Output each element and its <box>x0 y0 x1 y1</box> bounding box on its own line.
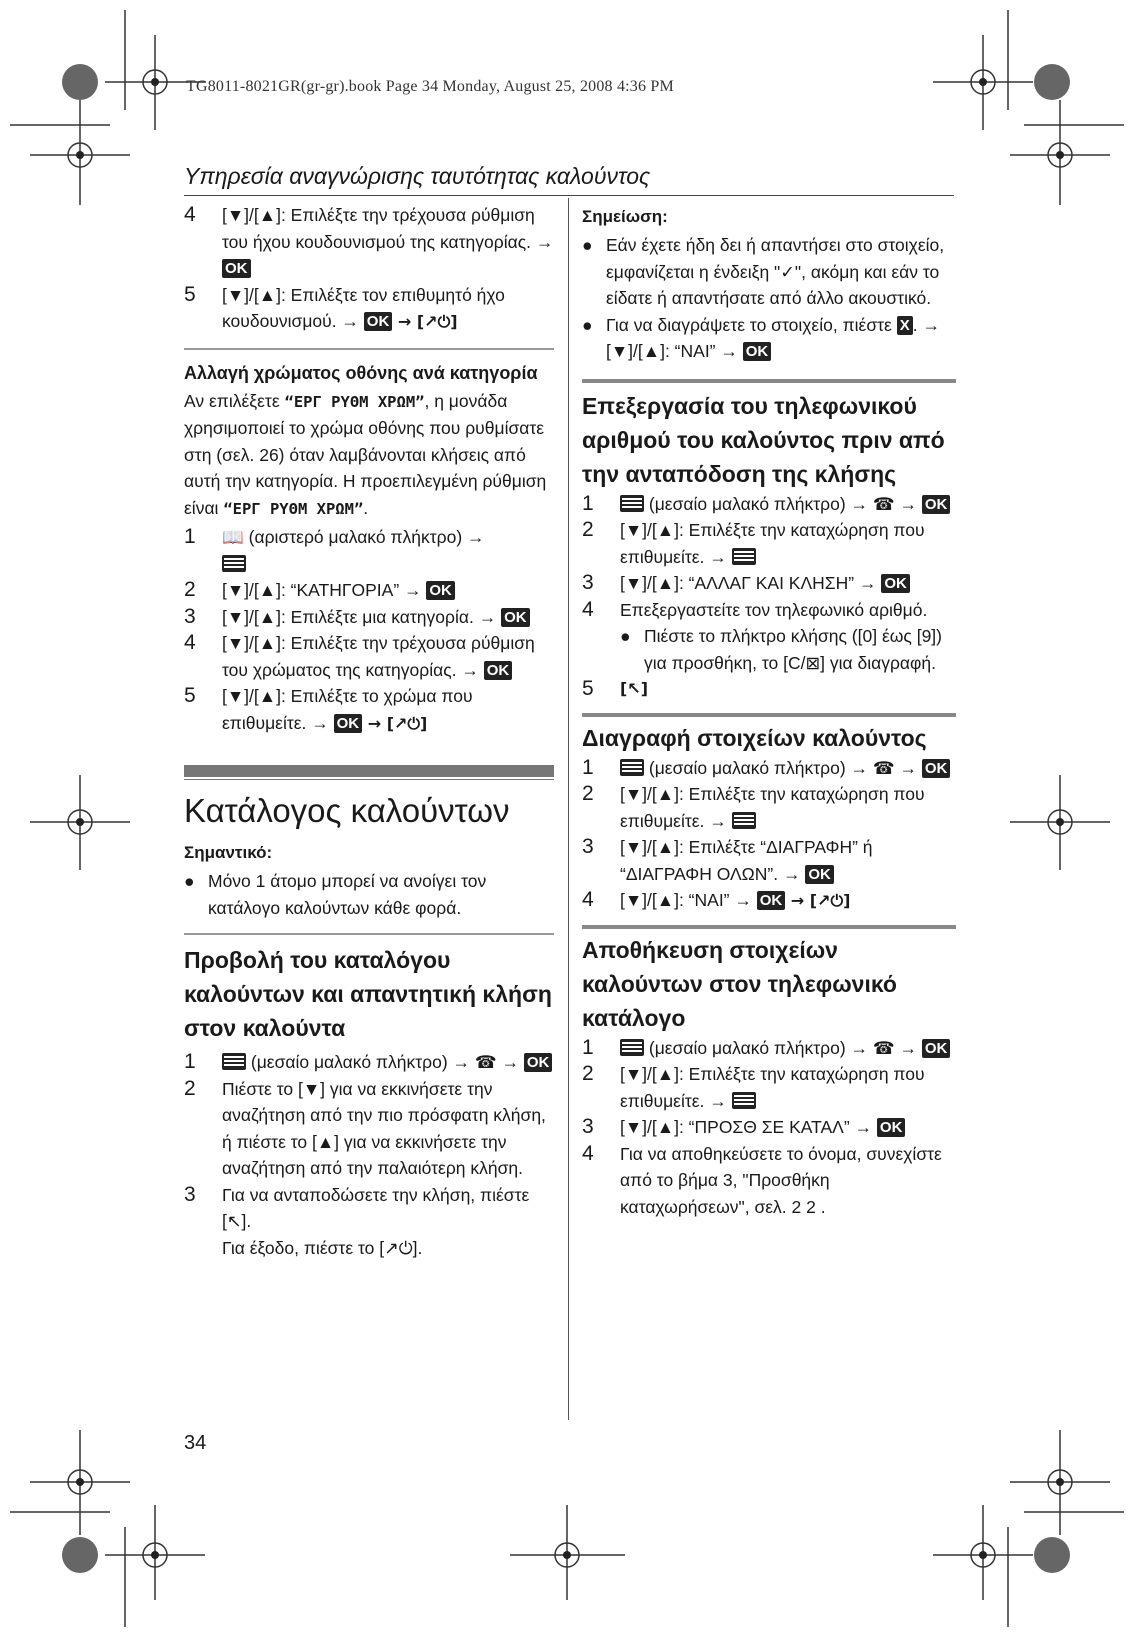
important-bullet: ● Μόνο 1 άτομο μπορεί να ανοίγει τον κατάλογο καλούντων κάθε φορά. <box>184 871 487 918</box>
menu-key-icon <box>222 555 246 572</box>
delete-heading: Διαγραφή στοιχείων καλούντος <box>582 724 927 751</box>
section-bar <box>184 765 554 777</box>
menu-key-icon <box>620 1039 644 1056</box>
section-title-rule <box>184 195 954 196</box>
left-column <box>184 202 554 1261</box>
menu-key-icon <box>732 1092 756 1109</box>
menu-key-icon <box>732 812 756 829</box>
delete-key-icon: X <box>897 316 913 335</box>
menu-key-icon <box>732 548 756 565</box>
caller-list-title: Κατάλογος καλούντων <box>184 792 510 829</box>
save-steps: 1 (μεσαίο μαλακό πλήκτρο) → ☎ → OK 2 [▼]/[▲]: Επιλέξτε την καταχώρηση που επιθυμείτε. → 3 [▼]/[▲]: “ΠΡΟΣΘ ΣΕ ΚΑΤΑΛ” → OK 4 Για να αποθηκεύσετε το όνομα, συνεχίστε από το βήμα 3, "Προσθήκη καταχωρήσεων", σελ. 2 2 . <box>582 1035 956 1221</box>
top-steps <box>184 202 554 336</box>
list-item: 5 [▼]/[▲]: Επιλέξτε τον επιθυμητό ήχο κουδουνισμού. → OK → [↗⏻] <box>184 282 505 331</box>
menu-key-icon <box>222 1053 246 1070</box>
menu-key-icon <box>620 759 644 776</box>
ok-button-icon: OK <box>222 259 251 278</box>
page-number: 34 <box>184 1432 207 1454</box>
color-paragraph: Αν επιλέξετε “ΕΡΓ ΡΥΘΜ ΧΡΩΜ”, η μονάδα χρησιμοποιεί το χρώμα οθόνης που ρυθμίσατε στη (σελ. 26) όταν λαμβάνονται κλήσεις από αυτή την κατηγορία. Η προεπιλεγμένη ρύθμιση είναι “ΕΡΓ ΡΥΘΜ ΧΡΩΜ”. <box>184 390 547 518</box>
important-label: Σημαντικό: <box>184 843 273 862</box>
save-heading: Αποθήκευση στοιχείων καλούντων στον τηλεφωνικό κατάλογο <box>582 936 897 1031</box>
note-bullet: ● Για να διαγράψετε το στοιχείο, πιέστε X . → [▼]/[▲]: “ΝΑΙ” → OK <box>582 314 940 361</box>
edit-sub-bullet: ● Πιέστε το πλήκτρο κλήσης ([0] έως [9]) για προσθήκη, το [C/⊠] για διαγραφή. <box>620 626 942 673</box>
right-column <box>582 202 956 1220</box>
delete-steps: 1 (μεσαίο μαλακό πλήκτρο) → ☎ → OK 2 [▼]/[▲]: Επιλέξτε την καταχώρηση που επιθυμείτε. → 3 [▼]/[▲]: Επιλέξτε “ΔΙΑΓΡΑΦΗ” ή “ΔΙΑΓΡΑΦΗ ΟΛΩΝ”. → OK 4 [▼]/[▲]: “ΝΑΙ” → OK → [↗⏻] <box>582 755 956 915</box>
view-steps: 1 (μεσαίο μαλακό πλήκτρο) → ☎ → OK 2 Πιέστε το [▼] για να εκκινήσετε την αναζήτηση από την πιο πρόσφατη κλήση, ή πιέστε το [▲] για να εκκινήσετε την αναζήτηση από την παλαιότερη κλήση. 3 Για να ανταποδώσετε την κλήση, πιέστε [↖]. Για έξοδο, πιέστε το [↗⏻]. <box>184 1049 554 1261</box>
edit-steps: 1 (μεσαίο μαλακό πλήκτρο) → ☎ → OK 2 [▼]/[▲]: Επιλέξτε την καταχώρηση που επιθυμείτε. → 3 [▼]/[▲]: “ΑΛΛΑΓ ΚΑΙ ΚΛΗΣΗ” → OK 4 Επεξεργαστείτε τον τηλεφωνικό αριθμό. ● Πιέστε το πλήκτρο κλήσης ([0] έως [9]) για προσθήκη, το [C/⊠] για διαγραφή. 5 [↖] <box>582 491 956 703</box>
ok-button-icon: OK <box>364 312 393 331</box>
section-title: Υπηρεσία αναγνώρισης ταυτότητας καλούντος <box>184 163 651 189</box>
edit-heading: Επεξεργασία του τηλεφωνικού αριθμού του καλούντος πριν από την ανταπόδοση της κλήσης <box>582 392 945 487</box>
column-divider <box>568 198 569 1420</box>
book-header-line: TG8011-8021GR(gr-gr).book Page 34 Monday, August 25, 2008 4:36 PM <box>186 78 674 95</box>
note-bullet: ● Εάν έχετε ήδη δει ή απαντήσει στο στοιχείο, εμφανίζεται η ένδειξη "✓", ακόμη και εάν το είδατε ή απαντήσατε από άλλο ακουστικό. <box>582 235 945 308</box>
note-label: Σημείωση: <box>582 207 668 226</box>
menu-key-icon <box>620 495 644 512</box>
view-heading: Προβολή του καταλόγου καλούντων και απαντητική κλήση στον καλούντα <box>184 947 552 1041</box>
color-heading: Αλλαγή χρώματος οθόνης ανά κατηγορία <box>184 362 538 383</box>
list-item: 4 [▼]/[▲]: Επιλέξτε την τρέχουσα ρύθμιση του ήχου κουδουνισμού της κατηγορίας. → OK <box>184 203 554 277</box>
color-steps: 1 📖 (αριστερό μαλακό πλήκτρο) → 2 [▼]/[▲]: “ΚΑΤΗΓΟΡΙΑ” → OK 3 [▼]/[▲]: Επιλέξτε μια κατηγορία. → OK 4 [▼]/[▲]: Επιλέξτε την τρέχουσα ρύθμιση του χρώματος της κατηγορίας. → OK 5 [▼]/[▲]: Επιλέξτε το χρώμα που επιθυμείτε. → OK → [↗⏻] <box>184 525 535 733</box>
